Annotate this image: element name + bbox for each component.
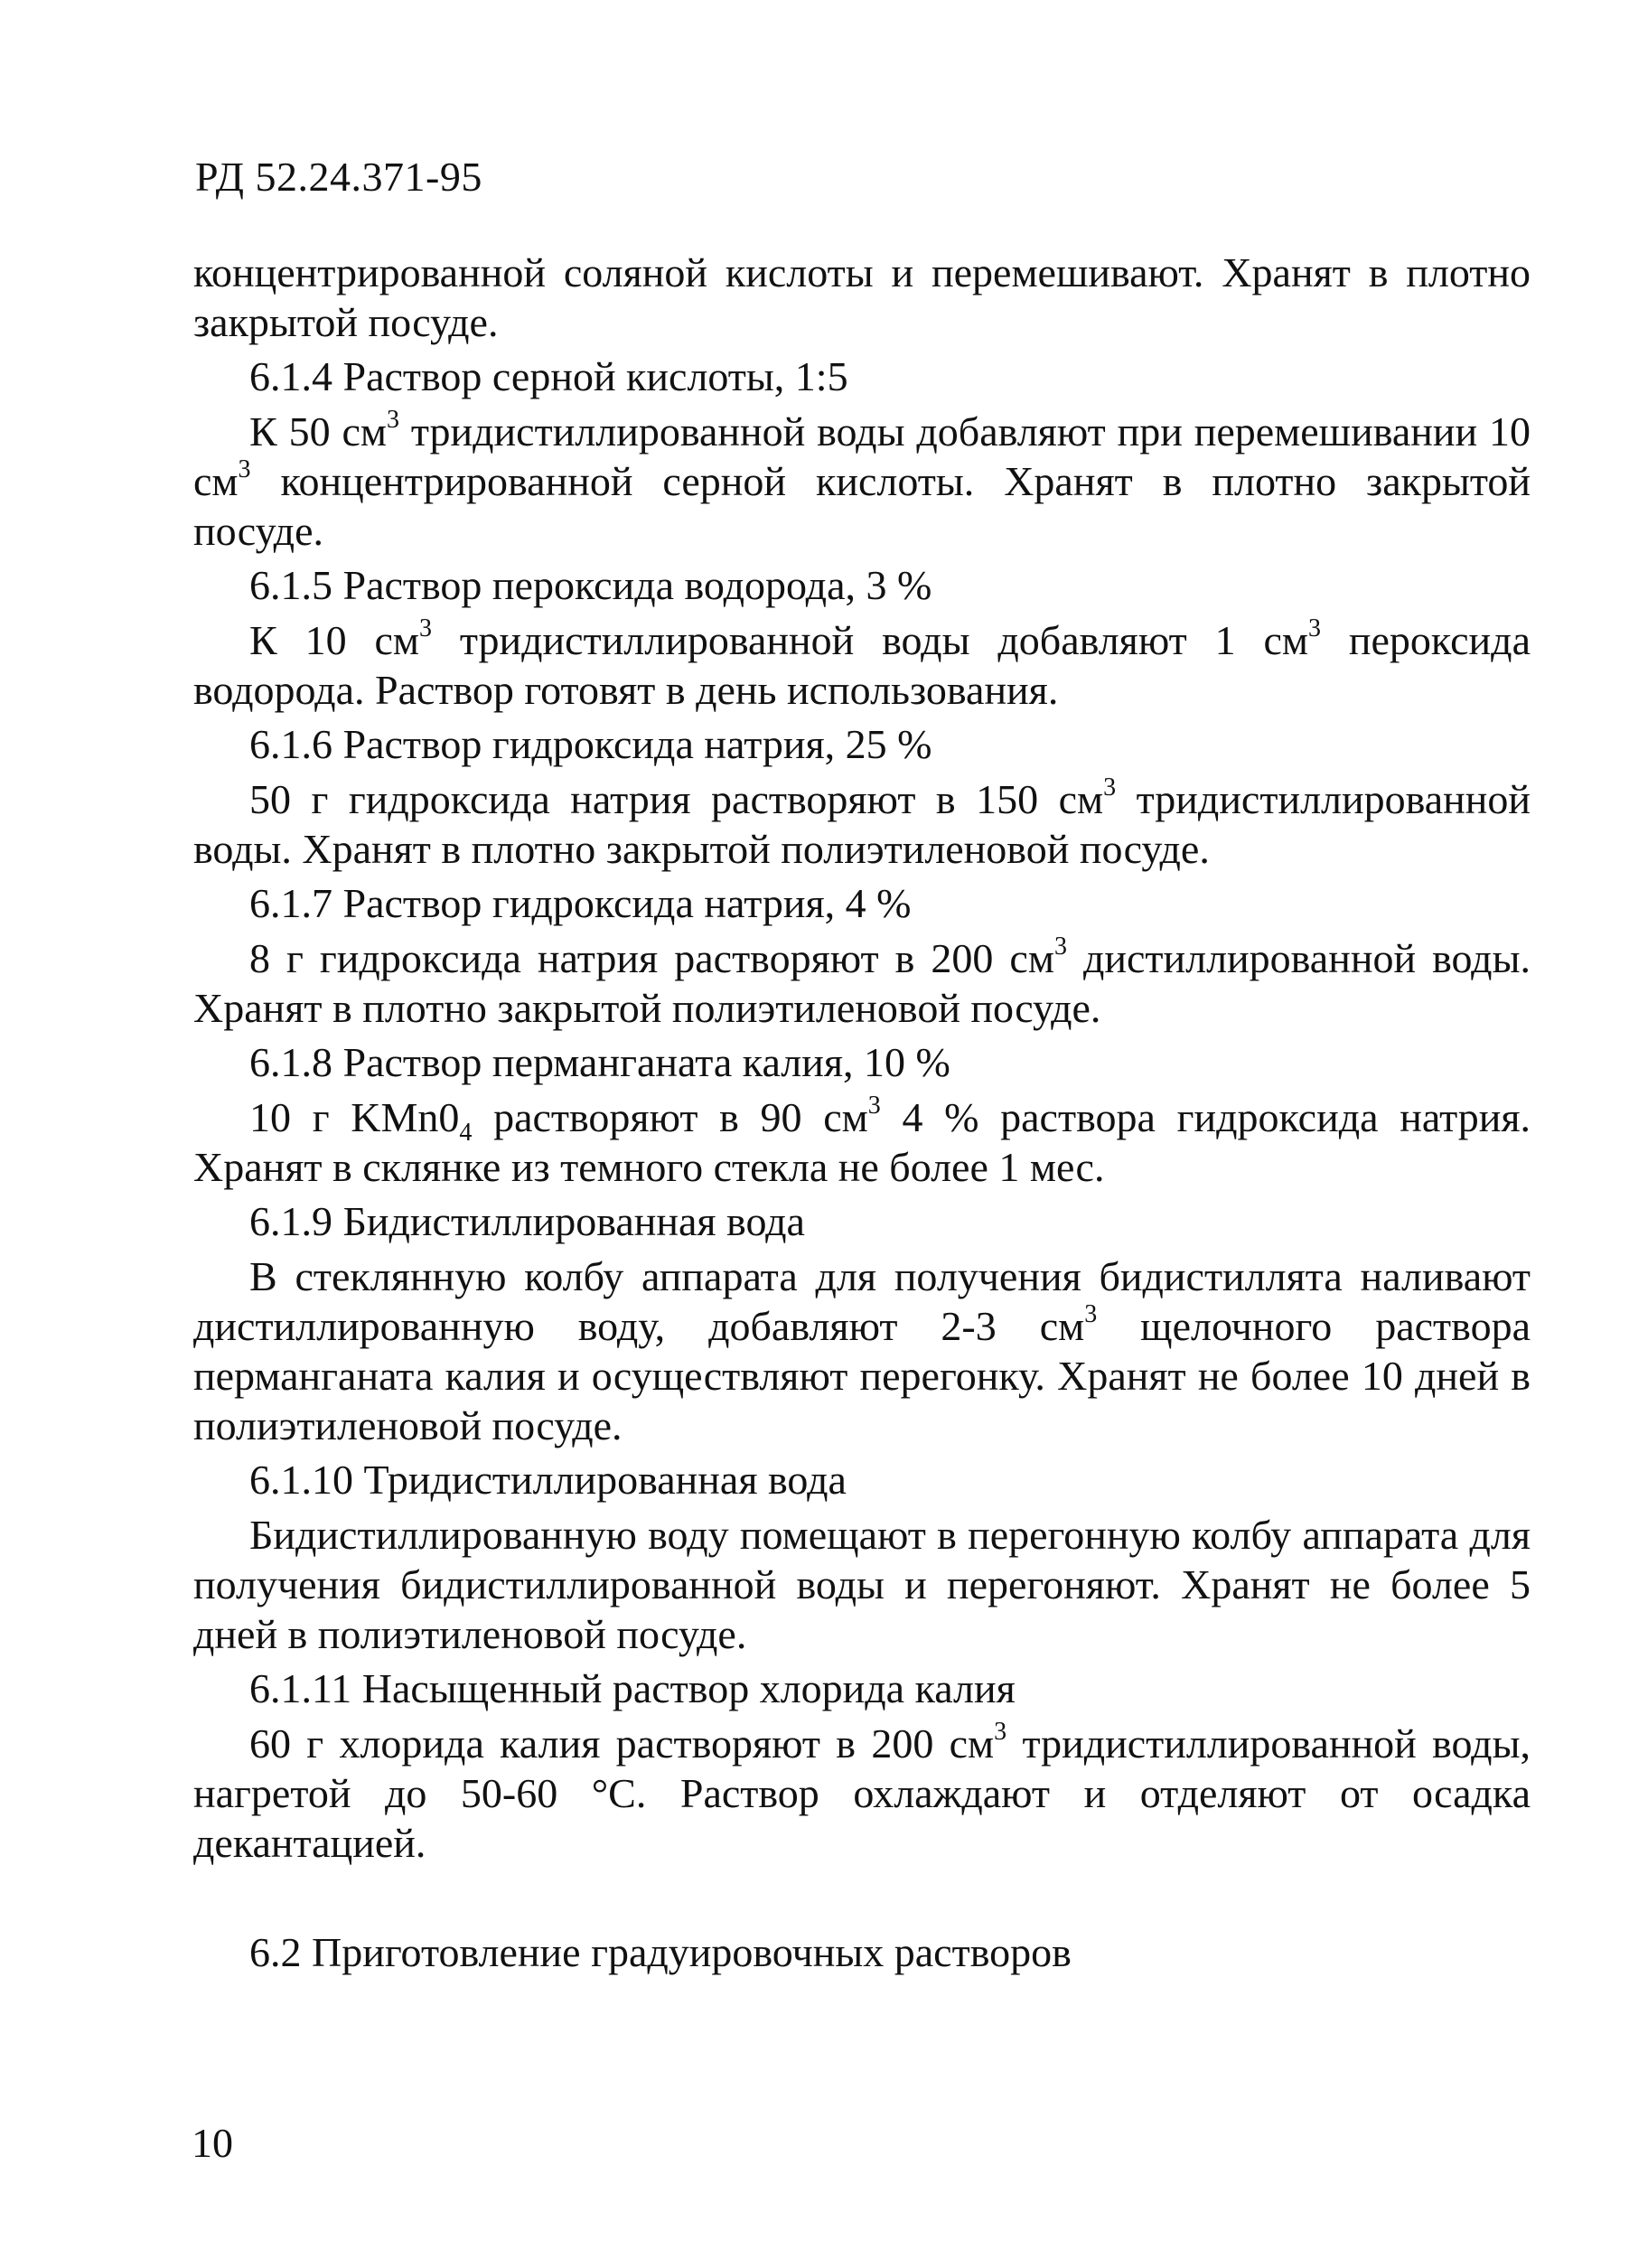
superscript: 3 [1053, 932, 1067, 961]
paragraph-6-1-4 [193, 407, 1531, 556]
text-fragment: тридистиллированной воды. Хранят в плотно закрытой полиэтиленовой посуде. [193, 776, 1531, 872]
text-fragment: тридистиллированной воды, нагретой до 50-60 °С. Раствор охлаждают и отделяют от осадка декантацией. [193, 1720, 1531, 1866]
section-heading-6-1-11: 6.1.11 Насыщенный раствор хлорида калия [249, 1665, 1016, 1711]
section-heading-6-1-7: 6.1.7 Раствор гидроксида натрия, 4 % [249, 880, 912, 926]
section-heading-6-1-9: 6.1.9 Бидистиллированная вода [249, 1198, 805, 1244]
section-heading-6-1-5: 6.1.5 Раствор пероксида водорода, 3 % [249, 562, 932, 608]
text-fragment: К 50 см [249, 408, 387, 455]
text-fragment: К 10 см [249, 617, 419, 663]
superscript: 3 [994, 1717, 1007, 1746]
text-fragment: тридистиллированной воды добавляют при перемешивании 10 см [193, 408, 1531, 504]
text-fragment: пероксида водорода. Раствор готовят в день использования. [193, 617, 1531, 713]
text-fragment: 8 г гидроксида натрия растворяют в 200 см [249, 935, 1054, 981]
superscript: 3 [238, 455, 251, 483]
text-fragment: В стеклянную колбу аппарата для получения бидистиллята наливают дистиллированную воду, добавляют 2-3 см [193, 1253, 1531, 1349]
paragraph-6-1-8 [193, 1092, 1531, 1192]
page-number: 10 [192, 2120, 233, 2166]
text-fragment: 4 % раствора гидроксида натрия. Хранят в склянке из темного стекла не более 1 мес. [193, 1094, 1531, 1190]
paragraph-6-1-10: Бидистиллированную воду помещают в перегонную колбу аппарата для получения бидистиллированной воды и перегоняют. Хранят не более 5 дней в полиэтиленовой посуде. [193, 1512, 1531, 1657]
text-fragment: растворяют в 90 см [472, 1094, 868, 1140]
document-code-header: РД 52.24.371-95 [195, 154, 482, 200]
paragraph-6-1-5 [193, 615, 1531, 715]
paragraph-6-1-7 [193, 933, 1531, 1033]
text-fragment: концентрированной серной кислоты. Хранят в плотно закрытой посуде. [193, 458, 1531, 554]
section-heading-6-1-6: 6.1.6 Раствор гидроксида натрия, 25 % [249, 721, 932, 767]
superscript: 3 [1103, 773, 1117, 801]
text-fragment: щелочного раствора перманганата калия и осуществляют перегонку. Хранят не более 10 дней в полиэтиленовой посуде. [193, 1303, 1531, 1448]
paragraph-6-1-6 [193, 774, 1531, 874]
section-heading-6-1-10: 6.1.10 Тридистиллированная вода [249, 1457, 847, 1503]
text-fragment: 50 г гидроксида натрия растворяют в 150 см [249, 776, 1104, 822]
superscript: 3 [386, 405, 399, 434]
subscript: 4 [459, 1119, 473, 1148]
text-fragment: 60 г хлорида калия растворяют в 200 см [249, 1720, 995, 1767]
superscript: 3 [1308, 614, 1321, 642]
text-fragment: тридистиллированной воды добавляют 1 см [431, 617, 1308, 663]
text-fragment: 10 г KMn0 [249, 1094, 460, 1140]
text-fragment: дистиллированной воды. Хранят в плотно закрытой полиэтиленовой посуде. [193, 935, 1531, 1031]
paragraph-6-1-11 [193, 1719, 1531, 1868]
section-heading-6-2: 6.2 Приготовление градуировочных растворов [249, 1929, 1072, 1975]
superscript: 3 [1084, 1299, 1098, 1328]
section-heading-6-1-4: 6.1.4 Раствор серной кислоты, 1:5 [249, 353, 848, 399]
superscript: 3 [418, 614, 432, 642]
paragraph-6-1-9 [193, 1251, 1531, 1450]
section-heading-6-1-8: 6.1.8 Раствор перманганата калия, 10 % [249, 1039, 950, 1085]
paragraph-continued: концентрированной соляной кислоты и перемешивают. Хранят в плотно закрытой посуде. [193, 249, 1531, 345]
document-body [193, 248, 1531, 1982]
superscript: 3 [867, 1091, 881, 1120]
